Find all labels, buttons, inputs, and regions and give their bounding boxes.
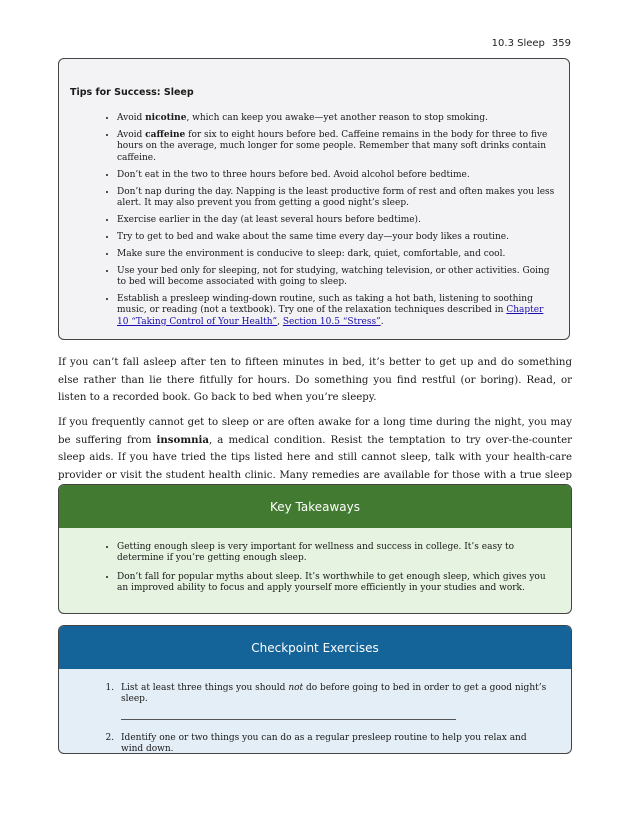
tip-item: • Don’t eat in the two to three hours before bed. Avoid alcohol before bedtime. [117, 170, 555, 181]
tip-item [117, 130, 555, 164]
tip-item: • Use your bed only for sleeping, not for studying, watching television, or other activities. Going to bed will become associated with going to sleep. [117, 266, 555, 289]
tip-text: for six to eight hours before bed. Caffeine remains in the body for three to five hours on the average, much longer for some people. Remember that many soft drinks contain caffeine. [117, 129, 548, 163]
paragraph-text: , a medical condition. Resist the temptation to try over-the-counter sleep aids. If you have tried the tips listed here and still cannot sleep, talk with your health-care provider or visit the student health clinic. Many remedies are available for those with a true sleep [58, 434, 572, 481]
checkpoint-exercises-box [58, 625, 572, 754]
exercise-item [117, 683, 551, 720]
key-takeaways-title: Key Takeaways [59, 485, 571, 528]
tips-title: Tips for Success: Sleep [70, 87, 194, 98]
tip-text: Establish a presleep winding-down routine, such as taking a hot bath, listening to soothing music, or reading (not a textbook). Try one of the relaxation techniques described in [117, 293, 533, 316]
tip-item [117, 294, 555, 328]
key-takeaways-list [59, 542, 571, 595]
body-paragraph-1: If you can’t fall asleep after ten to fifteen minutes in bed, it’s better to get up and do something else rather than lie there fitfully for hours. Do something you find restful (or boring). Read, or listen to a recorded book. Go back to bed when you’re sleepy. [58, 357, 572, 403]
paragraph-text: If you frequently cannot get to sleep or are often awake for a long time during the night, you may be suffering from [58, 417, 572, 446]
tip-item [117, 113, 555, 124]
emphasis-not: not [288, 683, 304, 693]
insomnia-term: insomnia [156, 433, 209, 446]
takeaway-item: • Don’t fall for popular myths about sleep. It’s worthwhile to get enough sleep, which gives you an improved ability to focus and apply yourself more efficiently in your studies and work. [117, 572, 551, 595]
exercise-text: do before going to bed in order to get a good night’s sleep. [121, 683, 547, 705]
tip-text: , [277, 316, 283, 327]
answer-line[interactable] [121, 719, 456, 720]
tip-text: Avoid [117, 113, 146, 123]
chapter-10-link[interactable]: Chapter 10 “Taking Control of Your Health” [117, 305, 544, 327]
key-takeaways-box [58, 484, 572, 614]
exercise-item: 2. Identify one or two things you can do as a regular presleep routine to help you relax and wind down. [117, 733, 551, 754]
tip-text: . [380, 316, 384, 327]
tip-bold-term: caffeine [145, 129, 186, 140]
tip-item: • Try to get to bed and wake about the same time every day—your body likes a routine. [117, 232, 555, 243]
exercise-text: List at least three things you should [121, 683, 289, 693]
tip-text: Avoid [117, 129, 146, 140]
checkpoint-list [59, 683, 571, 754]
tip-item: • Don’t nap during the day. Napping is the least productive form of rest and often makes you less alert. It may also prevent you from getting a good night’s sleep. [117, 187, 555, 210]
page-number: 359 [551, 38, 571, 49]
tips-list [105, 113, 555, 334]
section-10-5-link[interactable]: Section 10.5 “Stress” [282, 316, 381, 327]
tip-item: • Make sure the environment is conducive to sleep: dark, quiet, comfortable, and cool. [117, 249, 555, 260]
tip-item: • Exercise earlier in the day (at least several hours before bedtime). [117, 215, 555, 226]
takeaway-item: • Getting enough sleep is very important for wellness and success in college. It’s easy to determine if you’re getting enough sleep. [117, 542, 551, 565]
tips-box [58, 58, 570, 340]
checkpoint-title: Checkpoint Exercises [59, 626, 571, 669]
section-label: 10.3 Sleep [491, 38, 545, 49]
tip-bold-term: nicotine [145, 113, 187, 123]
running-header [492, 38, 571, 49]
tip-text: , which can keep you awake—yet another reason to stop smoking. [186, 113, 488, 123]
